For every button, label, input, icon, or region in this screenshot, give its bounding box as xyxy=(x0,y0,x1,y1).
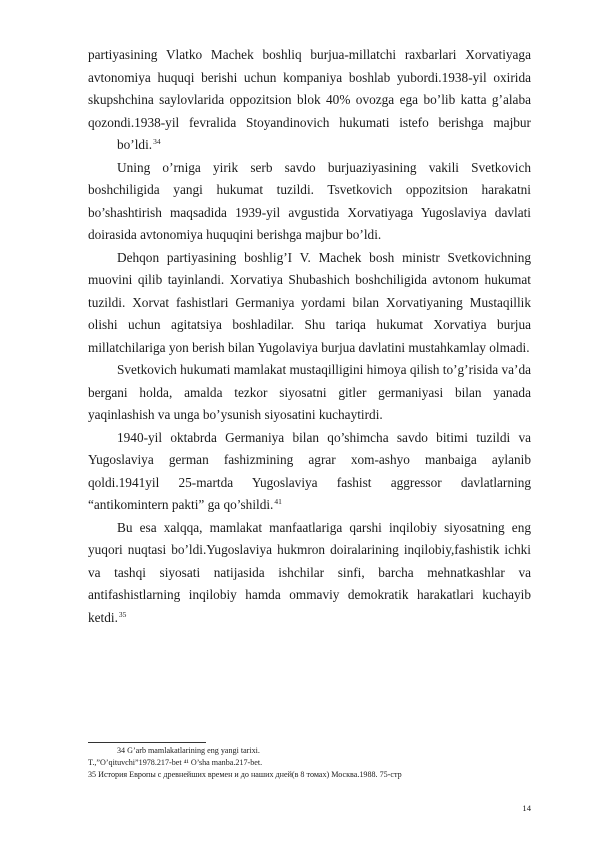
footnote-ref-35: 35 xyxy=(118,609,127,619)
footnote-separator xyxy=(88,742,206,743)
paragraph-2 xyxy=(88,157,531,247)
footnote-ref-34: 34 xyxy=(153,137,161,146)
page-number: 14 xyxy=(522,803,531,813)
paragraph-4-text: Svetkovich hukumati mamlakat mustaqilligini himoya qilish to’g’risida va’da bergani holda, amalda tezkor siyosatni gitler germaniyasi bilan yanada yaqinlashish va unga bo’ysunish siyosatini kuchaytirdi. xyxy=(88,362,531,422)
paragraph-1-end-text: bo’ldi. xyxy=(117,137,153,152)
footnote-34-continued: T.,”O’qituvchi”1978.217-bet ⁴¹ O’sha manba.217-bet. xyxy=(88,758,263,768)
paragraph-6 xyxy=(88,517,531,630)
footnote-35: 35 История Европы с древнейших времен и до наших дней(в 8 томах) Москва.1988. 75-стр xyxy=(88,770,402,780)
paragraph-4 xyxy=(88,359,531,427)
paragraph-1-text: partiyasining Vlatko Machek boshliq burjua-millatchi raxbarlari Xorvatiyaga avtonomiya huquqi berishi uchun kompaniya boshlab yubordi.1938-yil oxirida skupshchina saylovlarida oppozitsion blok 40% ovozga ega bo’lib katta g’alaba qozondi.1938-yil fevralida Stoyandinovich hukumati istefo berishga majbur xyxy=(88,47,531,130)
paragraph-1 xyxy=(88,44,531,134)
footnotes xyxy=(88,745,531,782)
paragraph-6-text: Bu esa xalqqa, mamlakat manfaatlariga qarshi inqilobiy siyosatning eng yuqori nuqtasi bo’ldi.Yugoslaviya hukmron doiralarining inqilobiy,fashistik ichki va tashqi siyosati natijasida ishchilar sinfi, barcha mehnatkashlar va antifashistlarning inqilobiy hamda ommaviy demokratik harakatlari kuchayib ketdi. xyxy=(88,519,531,625)
paragraph-1-end xyxy=(117,134,531,157)
paragraph-5 xyxy=(88,427,531,517)
footnote-ref-41: 41 xyxy=(274,497,282,506)
paragraph-2-text: Uning o’rniga yirik serb savdo burjuaziyasining vakili Svetkovich boshchiligida yangi hukumat tuzildi. Tsvetkovich oppozitsion harakatni bo’shashtirish maqsadida 1939-yil avgustida Xorvatiyaga Yugoslaviya davlati doirasida avtonomiya huquqini berishga majbur bo’ldi. xyxy=(88,159,531,242)
footnote-34: 34 G’arb mamlakatlarining eng yangi tarixi. xyxy=(117,746,260,755)
body-text xyxy=(88,44,531,629)
paragraph-5-text: 1940-yil oktabrda Germaniya bilan qo’shimcha savdo bitimi tuzildi va Yugoslaviya german fashizmining agrar xom-ashyo manbaiga aylanib qoldi.1941yil 25-martda Yugoslaviya fashist aggressor davlatlarning “antikomintern pakti” ga qo’shildi. xyxy=(88,429,531,512)
paragraph-3 xyxy=(88,247,531,360)
paragraph-3-text: Dehqon partiyasining boshlig’I V. Machek bosh ministr Svetkovichning muovini qilib tayinlandi. Xorvatiya Shubashich boshchiligida avtonom hukumat tuzildi. Xorvat fashistlari Germaniya yordami bilan Xorvatiyaning Mustaqillik olishi uchun agitatsiya boshladilar. Shu tariqa hukumat Xorvatiya burjua millatchilariga yon berish bilan Yugolaviya burjua davlatini mustahkamlay olmadi. xyxy=(88,249,531,355)
